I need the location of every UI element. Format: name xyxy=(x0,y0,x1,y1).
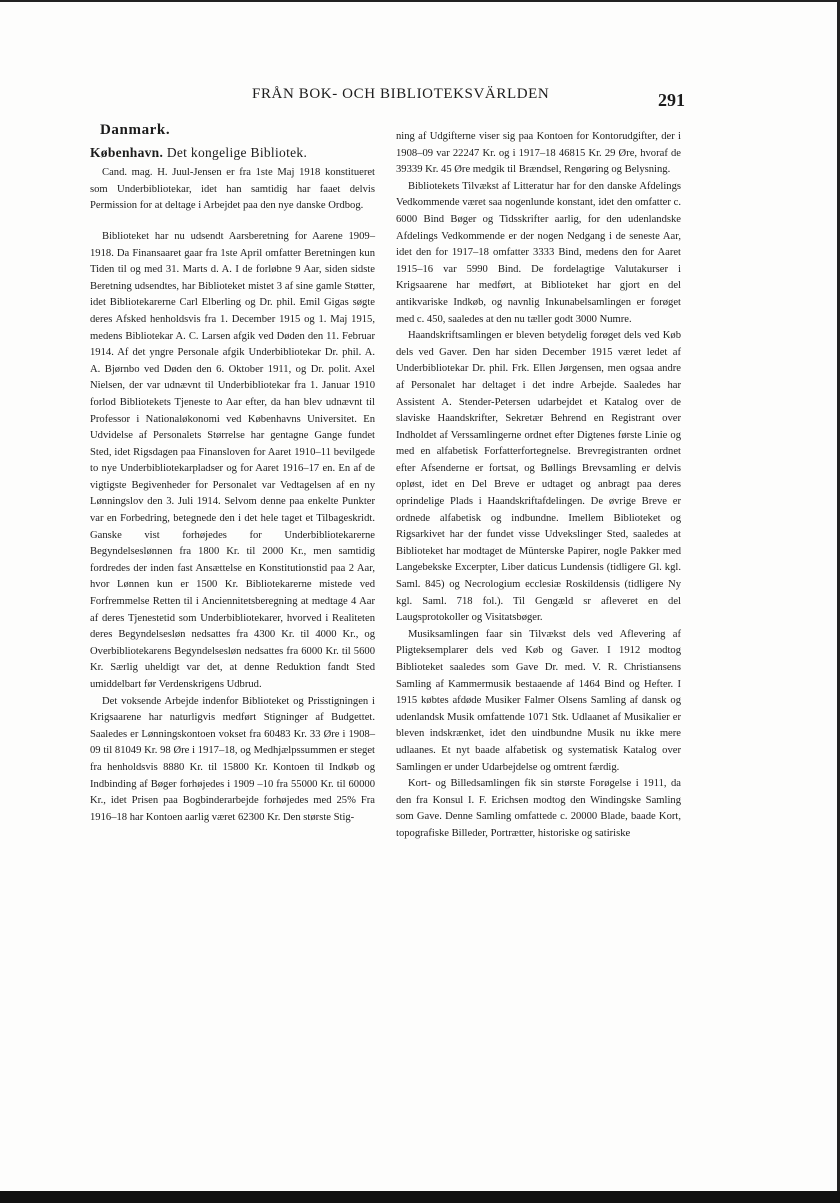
paragraph-budget: Det voksende Arbejde indenfor Biblioteket og Prisstigningen i Krigsaarene har naturligvis medført Stigninger af Budgettet. Saaledes er Lønningskontoen vokset fra 60483 Kr. 33 Øre i 1908–09 til 81049 Kr. 98 Øre i 1917–18, og Medhjælpssummen er steget fra henholdsvis 8880 Kr. til 15800 Kr. Kontoen til Indkøb og Indbinding af Bøger forhøjedes i 1909 –10 fra 55000 Kr. til 60000 Kr., idet Prisen paa Bogbinderarbejde forhøjedes med 25% Fra 1916–18 har Kontoen aarlig været 62300 Kr. Den største Stig- xyxy=(90,695,375,823)
institution-name: Det kongelige Bibliotek. xyxy=(163,144,308,160)
left-column xyxy=(90,118,375,826)
scan-edge-bottom xyxy=(0,1191,840,1203)
paragraph-gap xyxy=(90,215,375,229)
paragraph-manuscripts: Haandskriftsamlingen er bleven betydelig forøget dels ved Køb dels ved Gaver. Den har siden December 1915 været ledet af Underbibliotekar Dr. phil. Frk. Ellen Jørgensen, men ogsaa andre af Personalet har deltaget i det indre Arbejde. Saaledes har Assistent A. Stender-Petersen udarbejdet et Katalog over de slaviske Haandskrifter, Sekretær Behrend en Registrant over Indholdet af Verssamlingerne ordnet efter Digtenes første Linie og med en alfabetisk Forfatterfortegnelse. Brevregistranten ordnet efter Afsenderne er fortsat, og Bøllings Brevsamling er delvis opløst, idet en Del Breve er udtaget og anbragt paa deres oprindelige Plads i Haandskriftafdelingen. De øvrige Breve er ordnede alfabetisk og indbundne. Imellem Biblioteket og Rigsarkivet har der fundet visse Udvekslinger Sted, saaledes at Biblioteket har modtaget de Münterske Papirer, nogle Pakker med Langebekske Excerpter, Liber daticus Lundensis (tidligere Gl. kgl. Saml. 845) og Necrologium ecclesiæ Roskildensis (tidligere Ny kgl. Saml. 718 fol.). Til Gengæld sr afleveret en del Laugsprotokoller og Visitatsbøger. xyxy=(396,330,681,624)
paragraph-map-collection: Kort- og Billedsamlingen fik sin største Forøgelse i 1911, da den fra Konsul I. F. Erichsen modtog den Windingske Samling som Gave. Denne Samling omfattede c. 20000 Blade, baade Kort, topografiske Billeder, Portrætter, historiske og satiriske xyxy=(396,778,681,839)
page-number: 291 xyxy=(658,90,685,110)
running-head: FRÅN BOK- OCH BIBLIOTEKSVÄRLDEN xyxy=(252,86,550,102)
city-name: København. xyxy=(90,144,164,160)
paragraph-appointment: Cand. mag. H. Juul-Jensen er fra 1ste Maj 1918 konstitueret som Underbibliotekar, idet han samtidig har faaet delvis Permission for at deltage i Arbejdet paa den nye danske Ordbog. xyxy=(90,167,375,212)
paragraph-acquisitions: Bibliotekets Tilvækst af Litteratur har for den danske Afdelings Vedkommende været saa nogenlunde konstant, idet den omfatter c. 6000 Bind Bøger og Tidsskrifter aarlig, for den udenlandske Afdelings Vedkommende er der nogen Nedgang i de seneste Aar, idet den for 1917–18 omfatter 3333 Bind, medens den for Aaret 1915–16 var 5990 Bind. De fordelagtige Valutakurser i Krigsaarene har medført, at Biblioteket har gjort en del antikvariske Indkøb, og navnlig Inkunabelsamlingen er forøget med c. 450, saaledes at den nu tæller godt 3000 Numre. xyxy=(396,180,681,325)
paragraph-music-collection: Musiksamlingen faar sin Tilvækst dels ved Aflevering af Pligteksemplarer dels ved Køb og Gaver. I 1912 modtog Biblioteket saaledes som Gave Dr. med. V. R. Christiansens Samling af Kammermusik bestaaende af 1464 Bind og Hefter. I 1915 købtes afdøde Musiker Falmer Olsens Samling af dansk og udenlandsk Musik omfattende 1071 Stk. Udlaanet af Musikalier er bleven indskrænket, idet den uindbundne Musik nu ikke mere udlaanes. Et nyt baade alfabetisk og systematisk Katalog over Samlingen er under Udarbejdelse og omtrent færdig. xyxy=(396,628,681,773)
subsection-heading xyxy=(90,145,375,162)
scan-edge-top xyxy=(0,0,840,2)
section-heading-country: Danmark. xyxy=(100,122,171,138)
right-column xyxy=(396,129,681,843)
paragraph-annual-report: Biblioteket har nu udsendt Aarsberetning for Aarene 1909–1918. Da Finansaaret gaar fra 1ste April omfatter Beretningen kun Tiden til og med 31. Marts d. A. I de forløbne 9 Aar, siden sidste Beretning udsendtes, har Biblioteket mistet 3 af sine gamle Støtter, idet Bibliotekarerne Carl Elberling og Dr. phil. Emil Gigas søgte deres Afsked henholdsvis fra 1. December 1915 og 1. Maj 1915, medens Bibliotekar A. C. Larsen afgik ved Døden den 11. Februar 1914. Af det yngre Personale afgik Underbibliotekar Dr. phil. A. A. Bjørnbo ved Døden den 6. Oktober 1911, og Dr. polit. Axel Nielsen, der var udnævnt til Underbibliotekar fra 1. Januar 1910 forlod Bibliotekets Tjeneste to Aar efter, da han blev udnævnt til Professor i Nationaløkonomi ved Københavns Universitet. En Udvidelse af Personalets Størrelse har gentagne Gange fundet Sted, idet Rigsdagen paa Finansloven for Aaret 1910–11 bevilgede to nye Underbibliotekarpladser og for Aaret 1916–17 en. En af de vigtigste Begivenheder for Personalet var Vedtagelsen af en ny Lønningslov den 3. Juli 1914. Selvom denne paa enkelte Punkter var en Forbedring, betegnede den i det hele taget et Tilbageskridt. Ganske vist forhøjedes for Underbibliotekarerne Begyndelseslønnen fra 1800 Kr. til 2000 Kr., men samtidig fordredes der inden fast Ansættelse en Konstitutionstid paa 2 Aar, hvor Lønnen kun er 1500 Kr. Bibliotekarerne mistede ved Forfremmelse Retten til i Anciennitetsberegning at medtage 4 Aar af deres Tjenestetid som Underbibliotekarer, hvorved i Realiteten deres Begyndelsesløn nedsattes fra 4300 Kr. til 4000 Kr., og Overbibliotekarens Begyndelsesløn nedsattes fra 6000 Kr. til 5600 Kr. Særlig uheldigt var det, at denne Reduktion fandt Sted umiddelbart før Verdenskrigens Udbrud. xyxy=(90,230,375,690)
paragraph-expenses: ning af Udgifterne viser sig paa Kontoen for Kontorudgifter, der i 1908–09 var 22247 Kr. og i 1917–18 46815 Kr. 29 Øre, hvoraf de 39339 Kr. 45 Øre medgik til Brændsel, Rengøring og Belysning. xyxy=(396,131,681,176)
